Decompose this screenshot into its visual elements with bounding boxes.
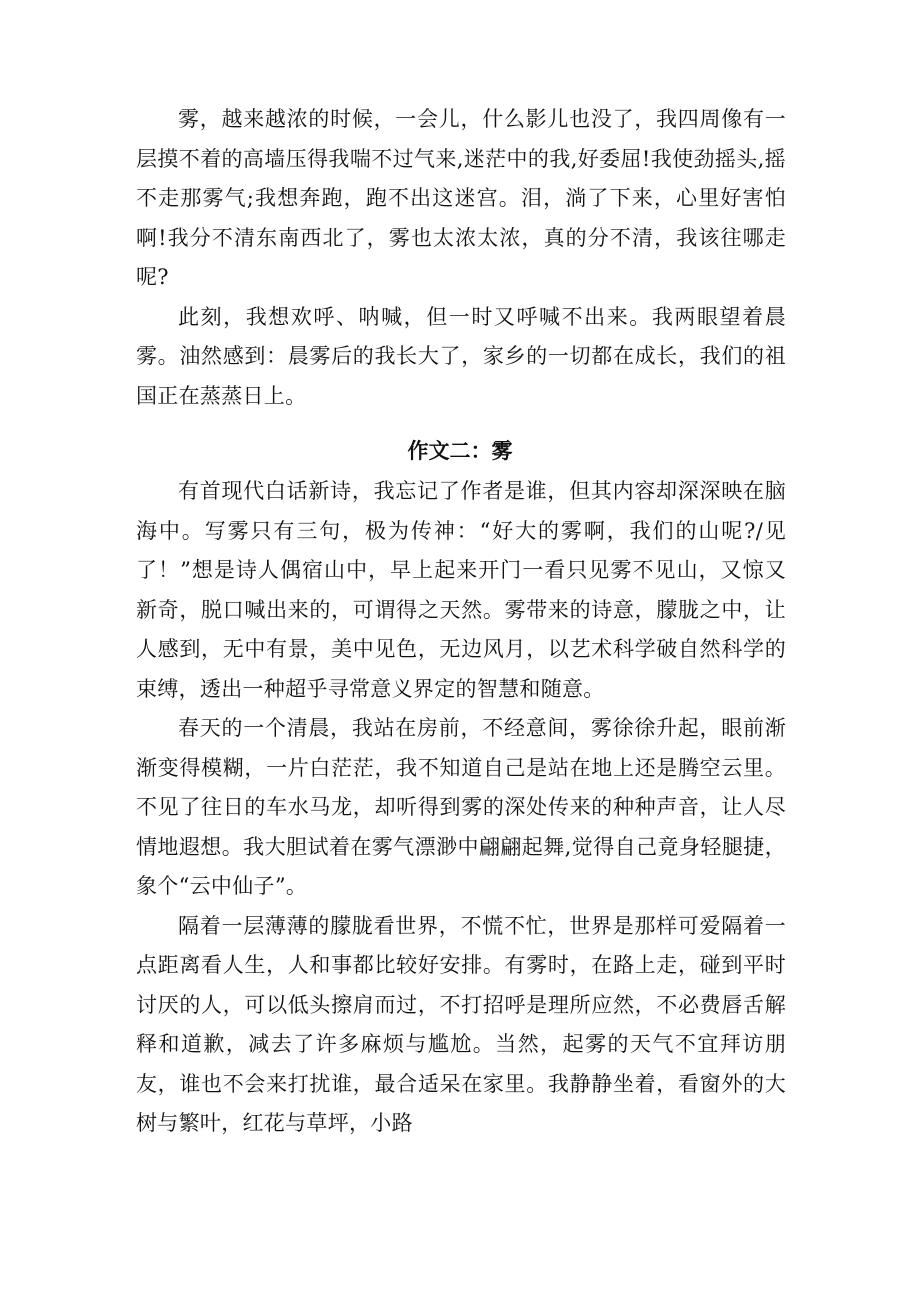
- essay-two-body: [136, 472, 786, 1144]
- paragraph-morning-fog-growth: 此刻，我想欢呼、呐喊，但一时又呼喊不出来。我两眼望着晨雾。油然感到：晨雾后的我长大了，家乡的一切都在成长，我们的祖国正在蒸蒸日上。: [136, 304, 786, 408]
- essay-two-title: 作文二：雾: [407, 438, 513, 463]
- paragraph-spring-morning: 春天的一个清晨，我站在房前，不经意间，雾徐徐升起，眼前渐渐变得模糊，一片白茫茫，我不知道自己是站在地上还是腾空云里。不见了往日的车水马龙，却听得到雾的深处传来的种种声音，让人尽情地遐想。我大胆试着在雾气漂渺中翩翩起舞,觉得自己竟身轻腿捷，象个“云中仙子”。: [136, 716, 786, 898]
- paragraph-fog-thickening: 雾，越来越浓的时候，一会儿，什么影儿也没了，我四周像有一层摸不着的高墙压得我喘不过气来,迷茫中的我,好委屈!我使劲摇头,摇不走那雾气;我想奔跑，跑不出这迷宫。泪，淌了下来，心里好害怕啊!我分不清东南西北了，雾也太浓太浓，真的分不清，我该往哪走呢?: [136, 107, 786, 289]
- paragraph-poem-about-fog: 有首现代白话新诗，我忘记了作者是谁，但其内容却深深映在脑海中。写雾只有三句，极为传神：“好大的雾啊，我们的山呢?/见了！”想是诗人偶宿山中，早上起来开门一看只见雾不见山，又惊又新奇，脱口喊出来的，可谓得之天然。雾带来的诗意，朦胧之中，让人感到，无中有景，美中见色，无边风月，以艺术科学破自然科学的束缚，透出一种超乎寻常意义界定的智慧和随意。: [136, 479, 786, 701]
- paragraph-hazy-world: 隔着一层薄薄的朦胧看世界，不慌不忙，世界是那样可爱隔着一点距离看人生，人和事都比较好安排。有雾时，在路上走，碰到平时讨厌的人，可以低头擦肩而过，不打招呼是理所应然，不必费唇舌解释和道歉，减去了许多麻烦与尴尬。当然，起雾的天气不宜拜访朋友，谁也不会来打扰谁，最合适呆在家里。我静静坐着，看窗外的大树与繁叶，红花与草坪，小路: [136, 913, 786, 1135]
- essay-one-body: [136, 100, 786, 416]
